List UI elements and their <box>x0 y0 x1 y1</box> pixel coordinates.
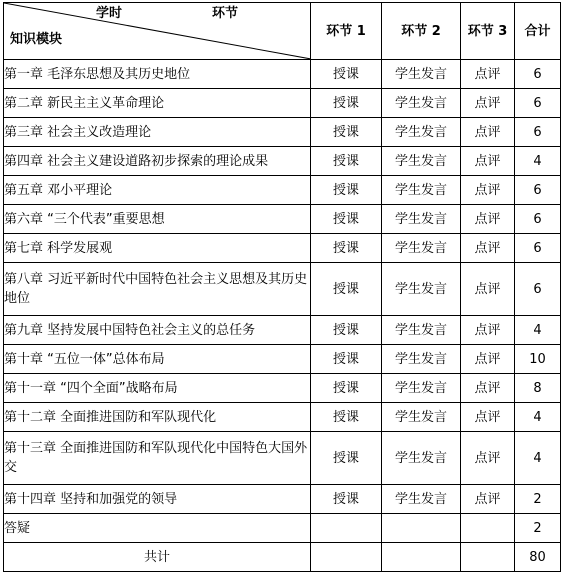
stage3-cell: 点评 <box>461 118 515 147</box>
total-cell: 6 <box>515 176 561 205</box>
chapter-cell: 第五章 邓小平理论 <box>4 176 311 205</box>
stage3-cell: 点评 <box>461 234 515 263</box>
total-cell: 8 <box>515 374 561 403</box>
chapter-cell: 第十一章 “四个全面”战略布局 <box>4 374 311 403</box>
stage1-cell: 授课 <box>311 374 382 403</box>
sum-label: 共计 <box>4 543 311 572</box>
stage2-cell: 学生发言 <box>382 485 461 514</box>
stage1-cell: 授课 <box>311 89 382 118</box>
table-row <box>4 263 561 316</box>
stage2-cell: 学生发言 <box>382 316 461 345</box>
stage1-cell: 授课 <box>311 432 382 485</box>
total-cell: 6 <box>515 118 561 147</box>
stage2-cell: 学生发言 <box>382 118 461 147</box>
stage3-cell: 点评 <box>461 263 515 316</box>
header-stage-1: 环节 1 <box>311 3 382 60</box>
total-cell: 4 <box>515 403 561 432</box>
total-cell: 4 <box>515 432 561 485</box>
total-cell: 4 <box>515 316 561 345</box>
stage2-cell: 学生发言 <box>382 60 461 89</box>
stage3-cell: 点评 <box>461 432 515 485</box>
header-row <box>4 3 561 60</box>
chapter-cell: 第十章 “五位一体”总体布局 <box>4 345 311 374</box>
empty-cell <box>461 543 515 572</box>
table-row <box>4 147 561 176</box>
stage1-cell: 授课 <box>311 176 382 205</box>
chapter-cell: 第六章 “三个代表”重要思想 <box>4 205 311 234</box>
diag-label-module: 知识模块 <box>10 32 63 47</box>
stage2-cell: 学生发言 <box>382 147 461 176</box>
stage1-cell: 授课 <box>311 147 382 176</box>
empty-cell <box>311 514 382 543</box>
stage2-cell: 学生发言 <box>382 263 461 316</box>
stage3-cell: 点评 <box>461 345 515 374</box>
empty-cell <box>382 514 461 543</box>
total-cell: 6 <box>515 234 561 263</box>
table-row <box>4 118 561 147</box>
diag-label-hours: 学时 <box>96 6 123 21</box>
table-row <box>4 60 561 89</box>
header-total: 合计 <box>515 3 561 60</box>
table-row <box>4 234 561 263</box>
total-cell: 6 <box>515 60 561 89</box>
total-cell: 6 <box>515 263 561 316</box>
stage3-cell: 点评 <box>461 485 515 514</box>
stage2-cell: 学生发言 <box>382 374 461 403</box>
stage2-cell: 学生发言 <box>382 205 461 234</box>
chapter-cell: 第十三章 全面推进国防和军队现代化中国特色大国外交 <box>4 432 311 485</box>
stage1-cell: 授课 <box>311 118 382 147</box>
stage3-cell: 点评 <box>461 60 515 89</box>
header-stage-2: 环节 2 <box>382 3 461 60</box>
qa-label: 答疑 <box>4 514 311 543</box>
stage3-cell: 点评 <box>461 316 515 345</box>
stage2-cell: 学生发言 <box>382 176 461 205</box>
chapter-cell: 第四章 社会主义建设道路初步探索的理论成果 <box>4 147 311 176</box>
chapter-cell: 第八章 习近平新时代中国特色社会主义思想及其历史地位 <box>4 263 311 316</box>
empty-cell <box>311 543 382 572</box>
diag-label-stage: 环节 <box>212 6 239 21</box>
qa-total: 2 <box>515 514 561 543</box>
stage2-cell: 学生发言 <box>382 345 461 374</box>
stage1-cell: 授课 <box>311 403 382 432</box>
empty-cell <box>382 543 461 572</box>
stage1-cell: 授课 <box>311 485 382 514</box>
stage3-cell: 点评 <box>461 403 515 432</box>
stage2-cell: 学生发言 <box>382 89 461 118</box>
stage3-cell: 点评 <box>461 374 515 403</box>
chapter-cell: 第十四章 坚持和加强党的领导 <box>4 485 311 514</box>
stage3-cell: 点评 <box>461 89 515 118</box>
stage1-cell: 授课 <box>311 263 382 316</box>
table-row <box>4 345 561 374</box>
stage3-cell: 点评 <box>461 147 515 176</box>
stage2-cell: 学生发言 <box>382 234 461 263</box>
stage1-cell: 授课 <box>311 234 382 263</box>
stage1-cell: 授课 <box>311 316 382 345</box>
diagonal-header-cell <box>4 3 311 60</box>
total-cell: 10 <box>515 345 561 374</box>
total-cell: 6 <box>515 205 561 234</box>
total-cell: 4 <box>515 147 561 176</box>
chapter-cell: 第七章 科学发展观 <box>4 234 311 263</box>
stage2-cell: 学生发言 <box>382 403 461 432</box>
header-stage-3: 环节 3 <box>461 3 515 60</box>
course-hours-table <box>3 2 561 572</box>
chapter-cell: 第二章 新民主主义革命理论 <box>4 89 311 118</box>
table-row <box>4 485 561 514</box>
chapter-cell: 第一章 毛泽东思想及其历史地位 <box>4 60 311 89</box>
table-row <box>4 316 561 345</box>
total-cell: 6 <box>515 89 561 118</box>
qa-row <box>4 514 561 543</box>
chapter-cell: 第三章 社会主义改造理论 <box>4 118 311 147</box>
stage3-cell: 点评 <box>461 176 515 205</box>
stage1-cell: 授课 <box>311 60 382 89</box>
table-row <box>4 89 561 118</box>
stage1-cell: 授课 <box>311 345 382 374</box>
stage1-cell: 授课 <box>311 205 382 234</box>
chapter-cell: 第九章 坚持发展中国特色社会主义的总任务 <box>4 316 311 345</box>
empty-cell <box>461 514 515 543</box>
chapter-cell: 第十二章 全面推进国防和军队现代化 <box>4 403 311 432</box>
total-cell: 2 <box>515 485 561 514</box>
stage2-cell: 学生发言 <box>382 432 461 485</box>
table-row <box>4 403 561 432</box>
sum-total: 80 <box>515 543 561 572</box>
table-row <box>4 205 561 234</box>
table-row <box>4 374 561 403</box>
table-row <box>4 432 561 485</box>
table-row <box>4 176 561 205</box>
sum-row <box>4 543 561 572</box>
stage3-cell: 点评 <box>461 205 515 234</box>
